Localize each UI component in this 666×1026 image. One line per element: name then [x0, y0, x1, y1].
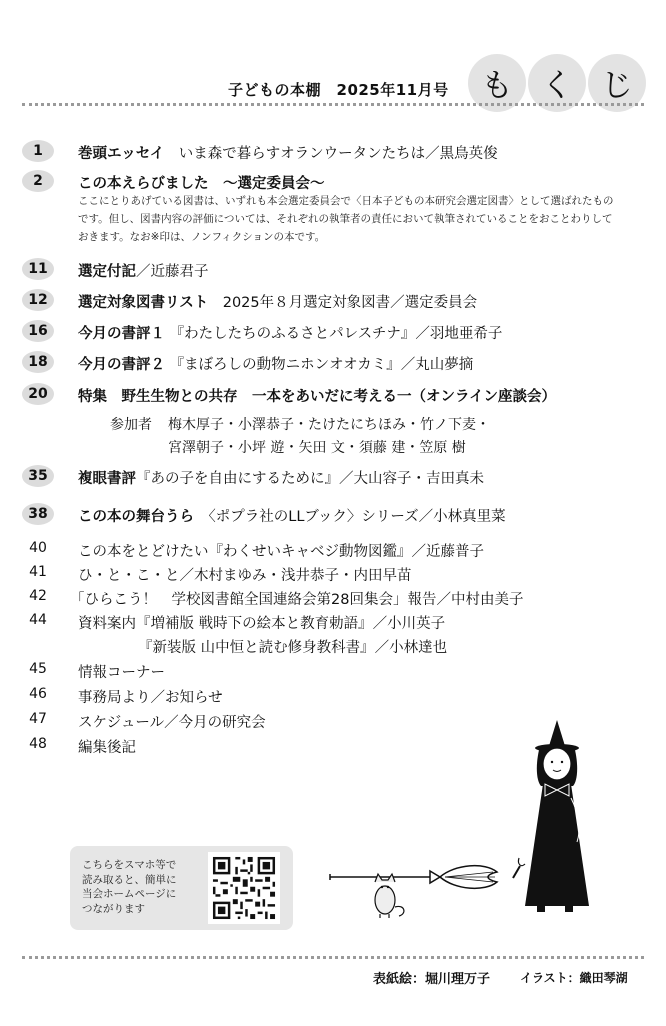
illustration-credit: イラスト：織田琴湖 — [520, 971, 628, 985]
entry-detail: ～選定委員会～ — [223, 176, 325, 192]
qr-caption — [82, 858, 177, 916]
page-number-badge: 2 — [22, 170, 54, 192]
entry-title: 特集 野生生物との共存 一本をあいだに考える一（オンライン座談会） — [78, 389, 557, 405]
page-number-badge: 12 — [22, 289, 54, 311]
page-number: 44 — [29, 612, 47, 628]
page-number-badge: 16 — [22, 320, 54, 342]
toc-title-char-3: じ — [588, 54, 646, 112]
page-number: 42 — [29, 588, 47, 604]
issue-title: 子どもの本棚 2025年11月号 — [228, 81, 449, 99]
participants-line-1: 梅木厚子・小澤恭子・たけたにちほみ・竹ノ下麦・ — [168, 417, 490, 433]
page-number: 46 — [29, 686, 47, 702]
entry-title: 選定対象図書リスト — [78, 295, 209, 311]
entry-detail: 〈ポプラ社のLLブック〉シリーズ／小林真里菜 — [208, 509, 506, 525]
entry-title: 複眼書評 — [78, 471, 136, 487]
qr-caption-line: こちらをスマホ等で — [82, 859, 177, 871]
footer-divider — [22, 956, 644, 959]
entry-title: この本えらびました — [78, 176, 209, 192]
participants-label: 参加者 — [110, 417, 152, 433]
header-divider — [22, 103, 644, 106]
page-number: 47 — [29, 711, 47, 727]
page-number-badge: 1 — [22, 140, 54, 162]
page-number-badge: 20 — [22, 383, 54, 405]
page-number-badge: 35 — [22, 465, 54, 487]
selection-note: ここにとりあげている図書は、いずれも本会選定委員会で〈日本子どもの本研究会選定図書〉として選ばれたものです。但し、図書内容の評価については、それぞれの執筆者の責任において執筆されていることをおことわりしておきます。なお※印は、ノンフィクションの本です。 — [78, 195, 614, 243]
entry-text: 編集後記 — [78, 740, 136, 756]
qr-caption-line: 読み取ると、簡単に — [82, 873, 177, 886]
entry-text: 事務局より／お知らせ — [78, 690, 223, 706]
entry-title: 今月の書評２ — [78, 357, 165, 373]
entry-text: 資料案内『増補版 戦時下の絵本と教育勅語』／小川英子 — [78, 616, 446, 632]
qr-info-box[interactable] — [70, 846, 293, 930]
entry-detail: 2025年８月選定対象図書／選定委員会 — [222, 295, 478, 311]
entry-text: ひ・と・こ・と／木村まゆみ・浅井恭子・内田早苗 — [78, 568, 412, 584]
page-number: 41 — [29, 564, 47, 580]
qr-code-icon[interactable] — [208, 852, 280, 924]
entry-detail: 『まぼろしの動物ニホンオオカミ』／丸山夢摘 — [169, 357, 474, 373]
entry-text: 『新装版 山中恒と読む修身教科書』／小林達也 — [138, 640, 448, 656]
cover-artist-credit: 表紙絵：堀川理万子 — [373, 972, 491, 987]
page-number: 45 — [29, 661, 47, 677]
entry-title: この本の舞台うら — [78, 509, 194, 525]
toc-title-char-2: く — [528, 54, 586, 112]
entry-title: 巻頭エッセイ — [78, 146, 165, 162]
entry-text: スケジュール／今月の研究会 — [78, 715, 266, 731]
entry-title: 選定付記 — [78, 264, 136, 280]
entry-text: 「ひらこう！ 学校図書館全国連絡会第28回集会」報告／中村由美子 — [70, 592, 524, 608]
page-number-badge: 18 — [22, 351, 54, 373]
page-number-badge: 38 — [22, 503, 54, 525]
page-number: 40 — [29, 540, 47, 556]
entry-title: 今月の書評１ — [78, 326, 165, 342]
qr-caption-line: つながります — [82, 902, 145, 915]
page-number: 48 — [29, 736, 47, 752]
qr-caption-line: 当会ホームページに — [82, 888, 177, 900]
entry-text: この本をとどけたい『わくせいキャベジ動物図鑑』／近藤普子 — [78, 544, 484, 560]
entry-detail: 『あの子を自由にするために』／大山容子・吉田真未 — [136, 471, 484, 487]
entry-detail: いま森で暮らすオランウータンたちは／黒鳥英俊 — [178, 146, 498, 162]
witch-illustration — [505, 718, 605, 918]
entry-detail: ／近藤君子 — [136, 264, 209, 280]
entry-detail: 『わたしたちのふるさとパレスチナ』／羽地亜希子 — [169, 326, 503, 342]
broom-cat-illustration — [325, 842, 505, 932]
page-number-badge: 11 — [22, 258, 54, 280]
toc-title-char-1: も — [468, 54, 526, 112]
participants-line-2: 宮澤朝子・小坪 遊・矢田 文・須藤 建・笠原 樹 — [168, 440, 466, 456]
entry-text: 情報コーナー — [78, 665, 165, 681]
